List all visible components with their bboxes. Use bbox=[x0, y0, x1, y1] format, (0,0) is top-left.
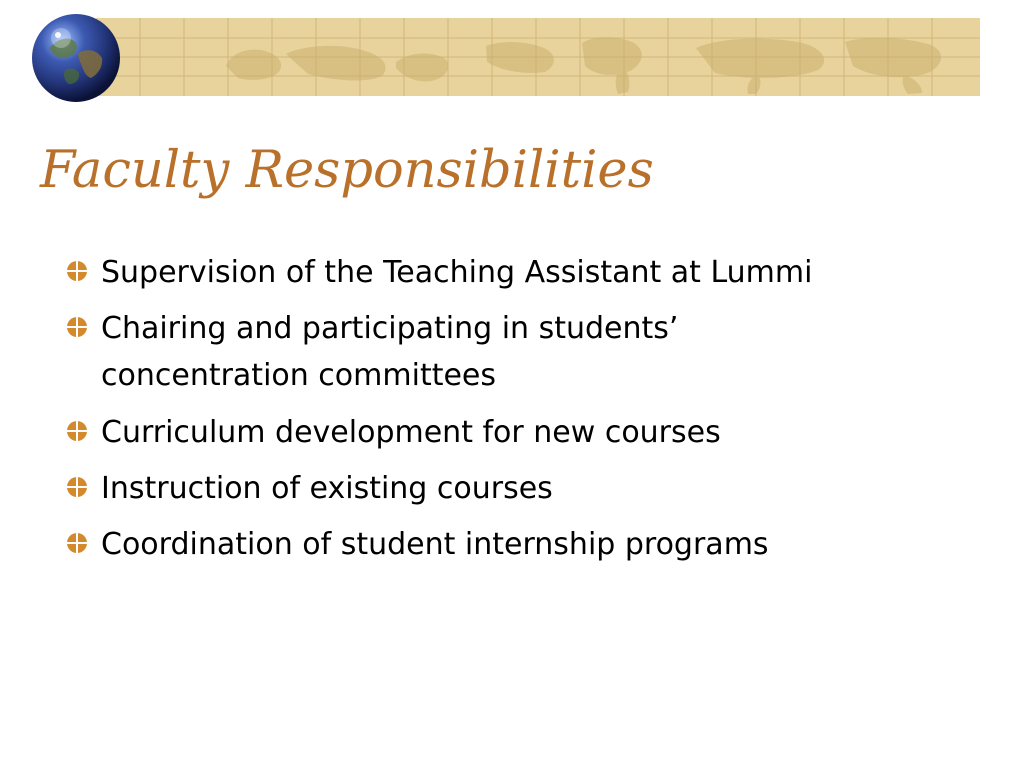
bullet-icon bbox=[66, 316, 88, 338]
bullet-icon bbox=[66, 420, 88, 442]
world-map-banner bbox=[96, 18, 980, 96]
bullet-item bbox=[66, 250, 966, 296]
bullet-item bbox=[66, 466, 966, 512]
slide-title: Faculty Responsibilities bbox=[40, 141, 654, 200]
bullet-icon bbox=[66, 532, 88, 554]
bullet-item bbox=[66, 410, 966, 456]
bullet-icon bbox=[66, 260, 88, 282]
globe-icon bbox=[30, 12, 122, 104]
bullet-text: Coordination of student internship programs bbox=[101, 527, 769, 562]
bullet-text: Curriculum development for new courses bbox=[101, 415, 721, 450]
bullet-icon bbox=[66, 476, 88, 498]
bullet-item bbox=[66, 306, 966, 400]
bullet-text: Instruction of existing courses bbox=[101, 471, 553, 506]
bullet-text-line-2: concentration committees bbox=[101, 358, 497, 393]
bullet-item bbox=[66, 522, 966, 568]
bullet-text-line-1: Chairing and participating in students’ bbox=[101, 311, 679, 346]
bullet-text: Supervision of the Teaching Assistant at Lummi bbox=[101, 255, 813, 290]
bullet-list bbox=[66, 250, 966, 578]
